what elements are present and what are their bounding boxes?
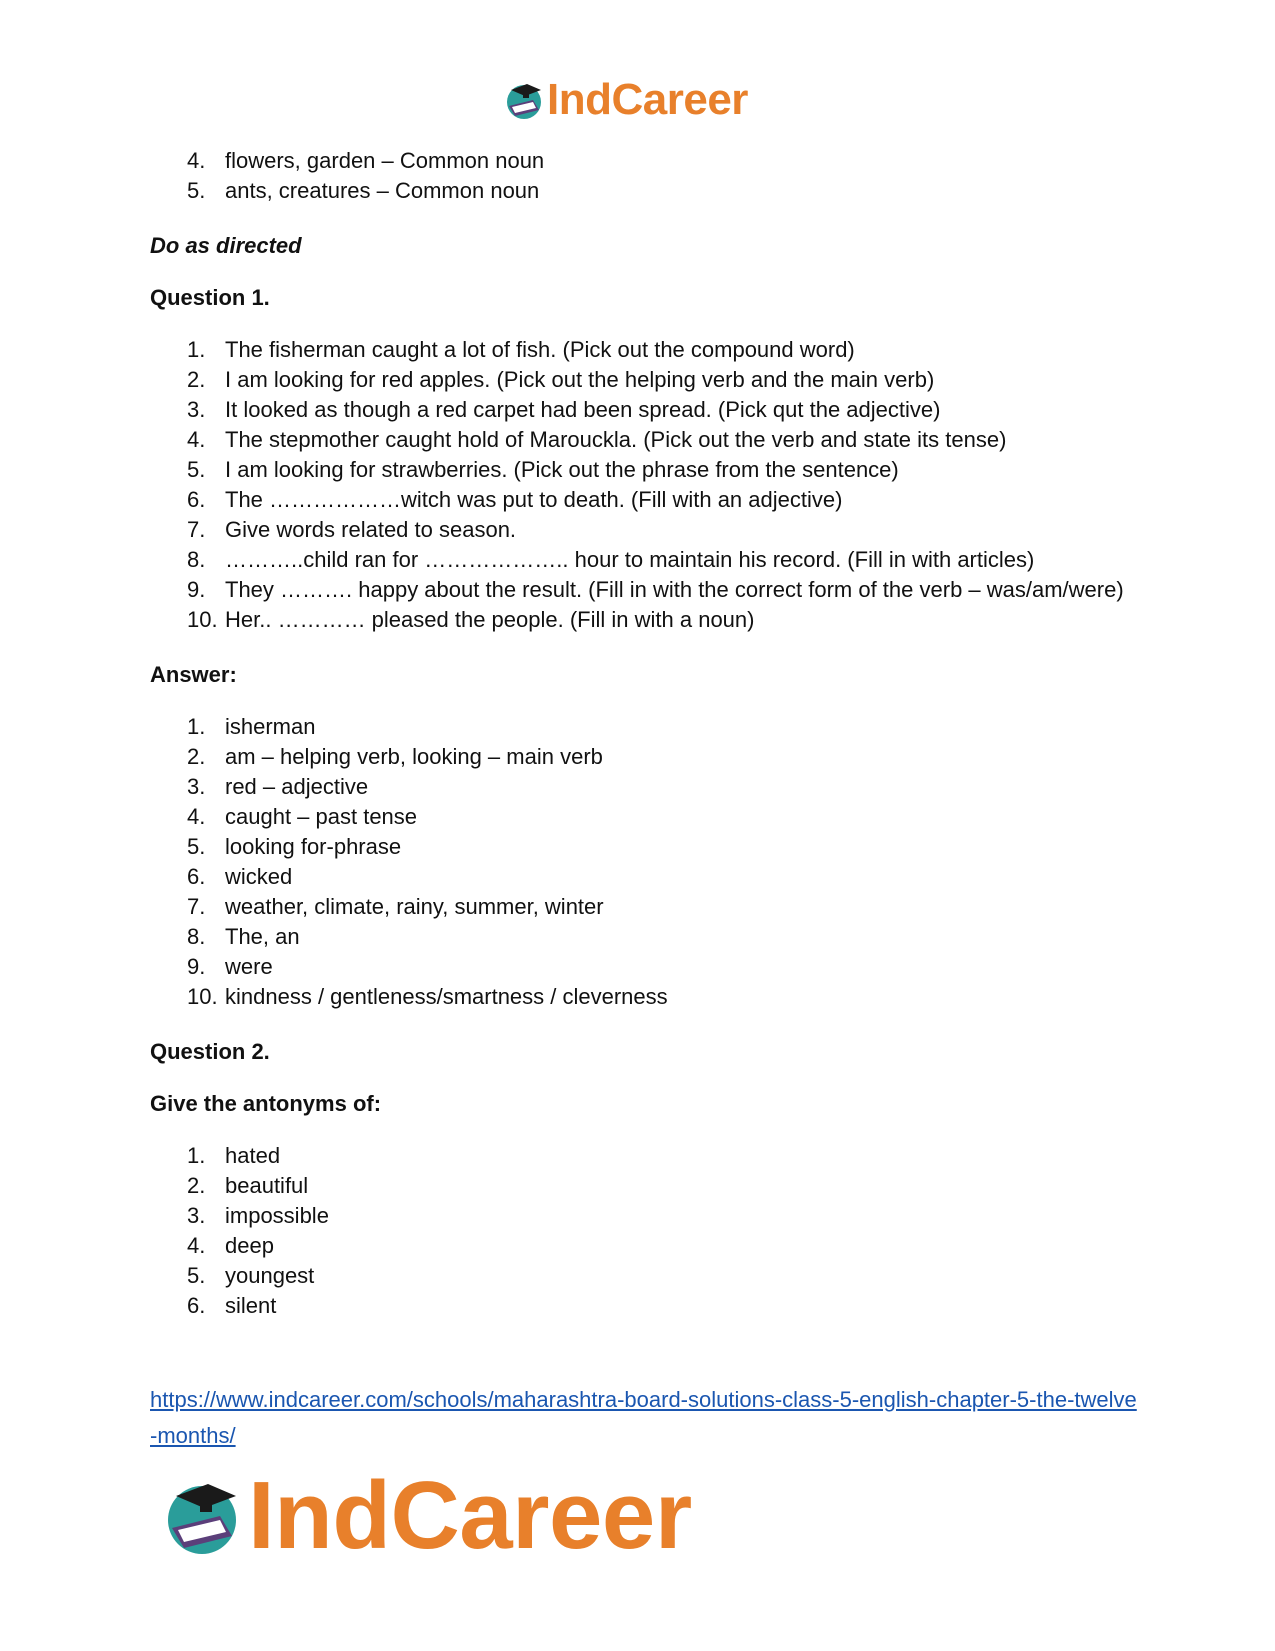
list-number: 6. [187, 864, 206, 889]
list-item [150, 982, 1150, 1012]
list-number: 9. [187, 577, 206, 602]
question-1-heading: Question 1. [150, 285, 270, 310]
list-text: hated [225, 1143, 281, 1168]
list-text: The fisherman caught a lot of fish. (Pick out the compound word) [225, 337, 855, 362]
question-1-list [150, 335, 1150, 635]
list-item [150, 1141, 1150, 1171]
list-number: 7. [187, 517, 206, 542]
list-number: 4. [187, 148, 206, 173]
list-number: 2. [187, 1173, 206, 1198]
list-number: 6. [187, 487, 206, 512]
list-item [150, 395, 1150, 425]
list-text: The ………………witch was put to death. (Fill with an adjective) [225, 487, 843, 512]
logo-text: IndCareer [547, 75, 748, 124]
list-item [150, 1171, 1150, 1201]
question-2-list [150, 1141, 1150, 1321]
answer-1-list [150, 712, 1150, 1012]
list-item [150, 712, 1150, 742]
document-body [150, 146, 1150, 1321]
list-text: I am looking for strawberries. (Pick out the phrase from the sentence) [225, 457, 899, 482]
list-number: 5. [187, 178, 206, 203]
list-text: looking for-phrase [225, 834, 402, 859]
list-number: 2. [187, 744, 206, 769]
list-text: I am looking for red apples. (Pick out the helping verb and the main verb) [225, 367, 935, 392]
list-item [150, 575, 1150, 605]
list-item [150, 485, 1150, 515]
list-text: beautiful [225, 1173, 309, 1198]
list-text: red – adjective [225, 774, 369, 799]
header-logo [503, 75, 748, 124]
list-item [150, 146, 1150, 176]
list-number: 5. [187, 1263, 206, 1288]
list-item [150, 515, 1150, 545]
footer-logo [160, 1462, 692, 1569]
list-text: am – helping verb, looking – main verb [225, 744, 603, 769]
list-number: 1. [187, 337, 206, 362]
list-text: The, an [225, 924, 300, 949]
list-item [150, 335, 1150, 365]
section-title: Do as directed [150, 233, 302, 258]
list-number: 10. [187, 607, 218, 632]
list-text: Her.. ………… pleased the people. (Fill in with a noun) [225, 607, 755, 632]
list-item [150, 455, 1150, 485]
list-text: silent [225, 1293, 277, 1318]
list-text: ………..child ran for ……………….. hour to maintain his record. (Fill in with articles) [225, 547, 1035, 572]
list-text: caught – past tense [225, 804, 418, 829]
top-list [150, 146, 1150, 206]
list-number: 4. [187, 1233, 206, 1258]
list-number: 8. [187, 547, 206, 572]
list-item [150, 862, 1150, 892]
list-text: isherman [225, 714, 316, 739]
list-number: 6. [187, 1293, 206, 1318]
list-number: 3. [187, 1203, 206, 1228]
question-2-heading: Question 2. [150, 1039, 270, 1064]
list-text: ants, creatures – Common noun [225, 178, 540, 203]
list-text: kindness / gentleness/smartness / cleverness [225, 984, 668, 1009]
list-number: 8. [187, 924, 206, 949]
graduation-book-icon [160, 1476, 244, 1556]
list-text: wicked [225, 864, 293, 889]
list-text: were [225, 954, 273, 979]
list-item [150, 1291, 1150, 1321]
list-item [150, 1261, 1150, 1291]
list-number: 4. [187, 804, 206, 829]
source-link[interactable]: https://www.indcareer.com/schools/maharashtra-board-solutions-class-5-english-chapter-5-the-twelve-months/ [150, 1387, 1137, 1448]
list-item [150, 802, 1150, 832]
list-number: 10. [187, 984, 218, 1009]
logo-text: IndCareer [248, 1462, 692, 1569]
list-number: 3. [187, 397, 206, 422]
list-number: 7. [187, 894, 206, 919]
list-number: 2. [187, 367, 206, 392]
list-text: deep [225, 1233, 274, 1258]
list-item [150, 892, 1150, 922]
list-item [150, 1201, 1150, 1231]
list-number: 1. [187, 1143, 206, 1168]
question-2-subheading: Give the antonyms of: [150, 1091, 382, 1116]
list-number: 1. [187, 714, 206, 739]
list-text: weather, climate, rainy, summer, winter [225, 894, 604, 919]
list-item [150, 605, 1150, 635]
list-text: Give words related to season. [225, 517, 517, 542]
list-text: It looked as though a red carpet had been spread. (Pick qut the adjective) [225, 397, 941, 422]
graduation-book-icon [503, 80, 545, 120]
list-item [150, 742, 1150, 772]
list-item [150, 952, 1150, 982]
list-text: flowers, garden – Common noun [225, 148, 545, 173]
list-text: youngest [225, 1263, 315, 1288]
list-text: They ………. happy about the result. (Fill in with the correct form of the verb – was/am/were) [225, 577, 1124, 602]
answer-1-heading: Answer: [150, 662, 237, 687]
list-number: 5. [187, 834, 206, 859]
list-item [150, 545, 1150, 575]
list-number: 5. [187, 457, 206, 482]
list-item [150, 832, 1150, 862]
list-number: 4. [187, 427, 206, 452]
list-item [150, 425, 1150, 455]
list-text: impossible [225, 1203, 329, 1228]
list-item [150, 176, 1150, 206]
list-item [150, 772, 1150, 802]
list-item [150, 922, 1150, 952]
list-number: 9. [187, 954, 206, 979]
list-text: The stepmother caught hold of Marouckla. (Pick out the verb and state its tense) [225, 427, 1007, 452]
list-number: 3. [187, 774, 206, 799]
list-item [150, 1231, 1150, 1261]
list-item [150, 365, 1150, 395]
